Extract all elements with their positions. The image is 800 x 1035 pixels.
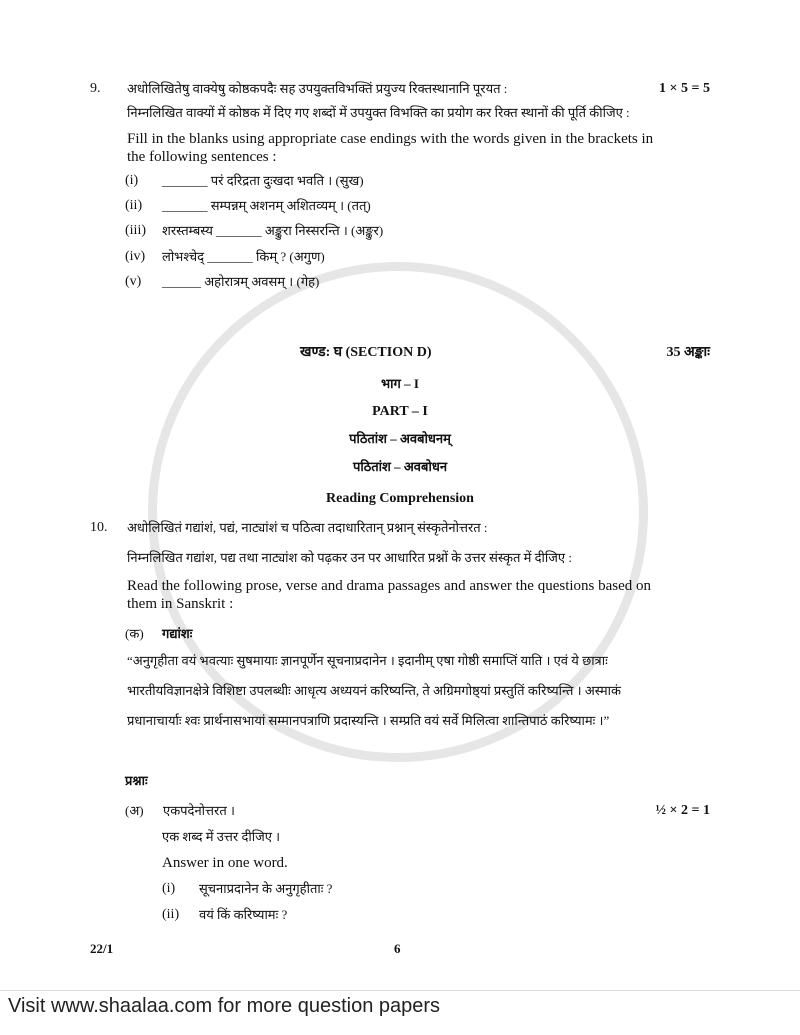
q9-item-num: (i) bbox=[125, 173, 139, 188]
q9-item-text: _______ सम्पन्नम् अशनम् अशितव्यम् । (तत्) bbox=[162, 198, 371, 213]
q10-sub-label: गद्यांशः bbox=[162, 626, 193, 641]
q10-sanskrit: अधोलिखितं गद्यांशं, पद्यं, नाट्यांशं च पठित्वा तदाधारितान् प्रश्नान् संस्कृतेनोत्तरत : bbox=[127, 520, 488, 535]
q9-item-num: (iv) bbox=[125, 249, 146, 264]
section-marks: 35 अङ्काः bbox=[666, 345, 710, 360]
q9-item-num: (iii) bbox=[125, 223, 146, 238]
page-footer-row bbox=[90, 940, 710, 958]
q9-item-text: शरस्तम्बस्य _______ अङ्कुरा निस्सरन्ति । (अङ्कुर) bbox=[162, 223, 384, 238]
q9-item bbox=[90, 222, 710, 240]
q9-english-1: Fill in the blanks using appropriate case endings with the words given in the brackets in bbox=[127, 131, 654, 147]
question-text: वयं किं करिष्यामः ? bbox=[199, 907, 288, 922]
q9-header-row bbox=[90, 80, 710, 98]
question-number: (i) bbox=[162, 881, 176, 896]
q9-item-text: लोभश्चेद् _______ किम् ? (अगुण) bbox=[162, 249, 325, 264]
passage-line: भारतीयविज्ञानक्षेत्रे विशिष्टा उपलब्धीः आधृत्य अध्ययनं करिष्यन्ति, ते अग्रिमगोष्ठ्यां प्रस्तुतिं करिष्यन्ति । अस्माकं bbox=[127, 683, 621, 698]
section-header-row bbox=[90, 344, 710, 362]
q9-english-2: the following sentences : bbox=[127, 149, 277, 165]
passage-line: “अनुगृहीता वयं भवत्याः सुषमायाः ज्ञानपूर्णेन सूचनाप्रदानेन । इदानीम् एषा गोष्ठी समाप्तिं याति । एवं ये छात्राः bbox=[127, 653, 608, 668]
part-a-number: (अ) bbox=[125, 803, 144, 818]
q10-english-1: Read the following prose, verse and drama passages and answer the questions based on bbox=[127, 578, 652, 594]
part-a-row bbox=[90, 802, 710, 820]
part-a-english: Answer in one word. bbox=[162, 855, 288, 871]
q9-hindi: निम्नलिखित वाक्यों में कोष्ठक में दिए गए शब्दों में उपयुक्त विभक्ति का प्रयोग कर रिक्त स्थानों की पूर्ति कीजिए : bbox=[127, 105, 630, 120]
q10-header-row bbox=[90, 519, 710, 537]
q10-sub-number: (क) bbox=[125, 626, 144, 641]
question-text: सूचनाप्रदानेन के अनुगृहीताः ? bbox=[199, 881, 333, 896]
page-number: 6 bbox=[394, 941, 401, 956]
q9-item-text: ______ अहोरात्रम् अवसम् । (गेह) bbox=[162, 274, 320, 289]
q9-item bbox=[90, 197, 710, 215]
q10-hindi: निम्नलिखित गद्यांश, पद्य तथा नाट्यांश को पढ़कर उन पर आधारित प्रश्नों के उत्तर संस्कृत में दीजिए : bbox=[127, 550, 572, 565]
q9-sanskrit: अधोलिखितेषु वाक्येषु कोष्ठकपदैः सह उपयुक्तविभक्तिं प्रयुज्य रिक्तस्थानानि पूरयत : bbox=[127, 81, 508, 96]
part-a-instruction: एकपदेनोत्तरत । bbox=[163, 803, 235, 818]
question-row bbox=[90, 906, 710, 924]
q10-english-2: them in Sanskrit : bbox=[127, 596, 234, 612]
part-a-marks: ½ × 2 = 1 bbox=[655, 803, 710, 818]
q9-item-num: (ii) bbox=[125, 198, 143, 213]
q9-number: 9. bbox=[90, 81, 101, 96]
q9-item bbox=[90, 273, 710, 291]
site-footer-link[interactable]: Visit www.shaalaa.com for more question papers bbox=[8, 995, 441, 1017]
section-title: खण्ड: घ (SECTION D) bbox=[300, 345, 432, 360]
subtitle-english: Reading Comprehension bbox=[326, 491, 474, 506]
q9-item bbox=[90, 248, 710, 266]
subtitle-hindi: पठितांश – अवबोधन bbox=[352, 459, 448, 474]
question-row bbox=[90, 880, 710, 898]
q9-item bbox=[90, 172, 710, 190]
paper-code: 22/1 bbox=[90, 941, 114, 956]
questions-label: प्रश्नाः bbox=[125, 773, 148, 788]
part-hindi: भाग – I bbox=[381, 376, 419, 391]
part-a-hindi: एक शब्द में उत्तर दीजिए । bbox=[162, 829, 281, 844]
q9-item-num: (v) bbox=[125, 274, 142, 289]
q9-item-text: _______ परं दरिद्रता दुःखदा भवति । (सुख) bbox=[162, 173, 364, 188]
q10-number: 10. bbox=[90, 520, 108, 535]
subtitle-sanskrit: पठितांश – अवबोधनम् bbox=[349, 431, 451, 446]
question-number: (ii) bbox=[162, 907, 180, 922]
part-english: PART – I bbox=[372, 404, 428, 419]
passage-line: प्रधानाचार्याः श्वः प्रार्थनासभायां सम्मानपत्राणि प्रदास्यन्ति । सम्प्रति वयं सर्वे मिलित्वा शान्तिपाठं करिष्यामः ।” bbox=[127, 713, 610, 728]
q9-marks: 1 × 5 = 5 bbox=[659, 81, 710, 96]
